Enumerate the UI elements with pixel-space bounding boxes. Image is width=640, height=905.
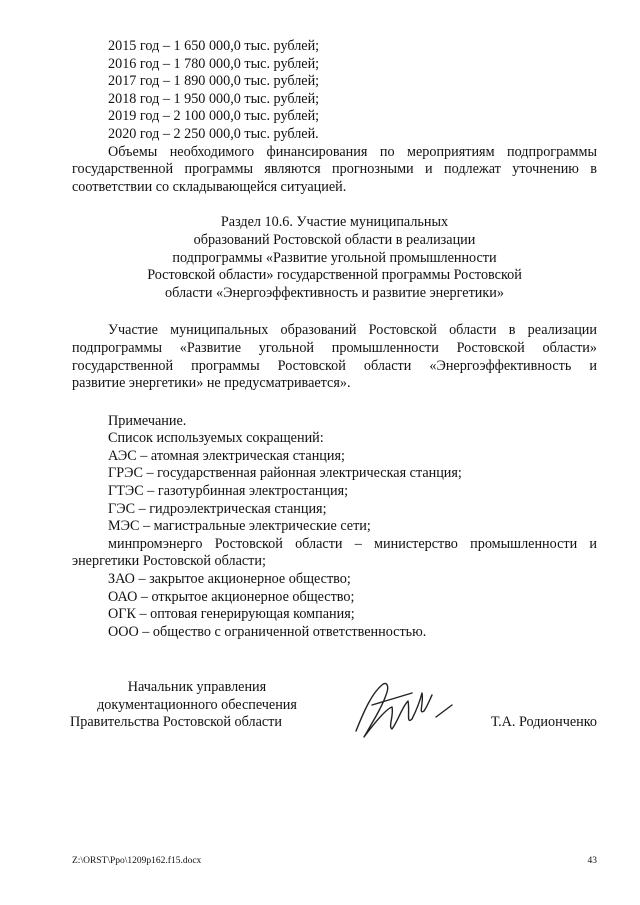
section-title-line: области «Энергоэффективность и развитие энергетики»: [165, 284, 504, 301]
signatory-name: Т.А. Родионченко: [490, 714, 597, 730]
section-title-line: Ростовской области» государственной программы Ростовской: [147, 267, 522, 284]
abbreviation-item: МЭС – магистральные электрические сети;: [108, 518, 371, 535]
paragraph-line: подпрограммы «Развитие угольной промышленности Ростовской области»: [72, 339, 597, 356]
funding-year-2020: 2020 год – 2 250 000,0 тыс. рублей.: [108, 125, 319, 142]
funding-year-2016: 2016 год – 1 780 000,0 тыс. рублей;: [108, 55, 320, 72]
paragraph-line: государственной программы являются прогнозными и подлежат уточнению в: [72, 161, 597, 178]
section-title-line: Раздел 10.6. Участие муниципальных: [220, 214, 449, 231]
paragraph-line: соответствии со складывающейся ситуацией.: [72, 178, 347, 195]
funding-years-list: [72, 38, 597, 144]
participation-paragraph: [72, 322, 597, 392]
signatory-position: [72, 679, 322, 732]
paragraph-line: Объемы необходимого финансирования по мероприятиям подпрограммы: [108, 143, 597, 160]
abbreviation-item: ООО – общество с ограниченной ответственностью.: [108, 623, 427, 640]
paragraph-line: развитие энергетики» не предусматривается».: [72, 375, 351, 392]
paragraph-line: государственной программы Ростовской области «Энергоэффективность и: [72, 357, 597, 374]
note-heading: Примечание.: [108, 412, 187, 429]
document-page: [72, 38, 597, 641]
paragraph-line: Участие муниципальных образований Ростовской области в реализации: [108, 322, 597, 339]
section-title-line: подпрограммы «Развитие угольной промышленности: [172, 249, 497, 266]
abbreviation-item: ГЭС – гидроэлектрическая станция;: [108, 500, 327, 517]
funding-year-2015: 2015 год – 1 650 000,0 тыс. рублей;: [108, 38, 320, 54]
funding-note-paragraph: [72, 144, 597, 197]
abbreviation-item: ЗАО – закрытое акционерное общество;: [108, 571, 351, 588]
handwritten-signature-mark: [342, 671, 462, 751]
signature-block: [72, 679, 597, 739]
file-path: Z:\ORST\Ppo\1209p162.f15.docx: [72, 856, 202, 866]
page-number: 43: [587, 856, 597, 866]
abbreviations-list: [72, 448, 597, 642]
funding-year-2019: 2019 год – 2 100 000,0 тыс. рублей;: [108, 108, 320, 125]
abbreviation-item: ГРЭС – государственная районная электрическая станция;: [108, 465, 462, 482]
abbreviation-item-continued: энергетики Ростовской области;: [72, 553, 266, 570]
position-line: Начальник управления: [127, 679, 267, 695]
abbreviation-item: минпромэнерго Ростовской области – министерство промышленности и: [108, 535, 597, 552]
abbreviation-item: ОАО – открытое акционерное общество;: [108, 588, 355, 605]
funding-year-2018: 2018 год – 1 950 000,0 тыс. рублей;: [108, 90, 320, 107]
abbreviation-item: ГТЭС – газотурбинная электростанция;: [108, 483, 349, 500]
position-line: Правительства Ростовской области: [70, 714, 282, 731]
abbreviation-item: ОГК – оптовая генерирующая компания;: [108, 606, 355, 623]
section-title: [72, 214, 597, 302]
abbreviations-heading: Список используемых сокращений:: [108, 430, 324, 447]
position-line: документационного обеспечения: [97, 696, 297, 713]
abbreviation-item: АЭС – атомная электрическая станция;: [108, 447, 345, 464]
section-title-line: образований Ростовской области в реализации: [193, 231, 476, 248]
funding-year-2017: 2017 год – 1 890 000,0 тыс. рублей;: [108, 73, 320, 90]
